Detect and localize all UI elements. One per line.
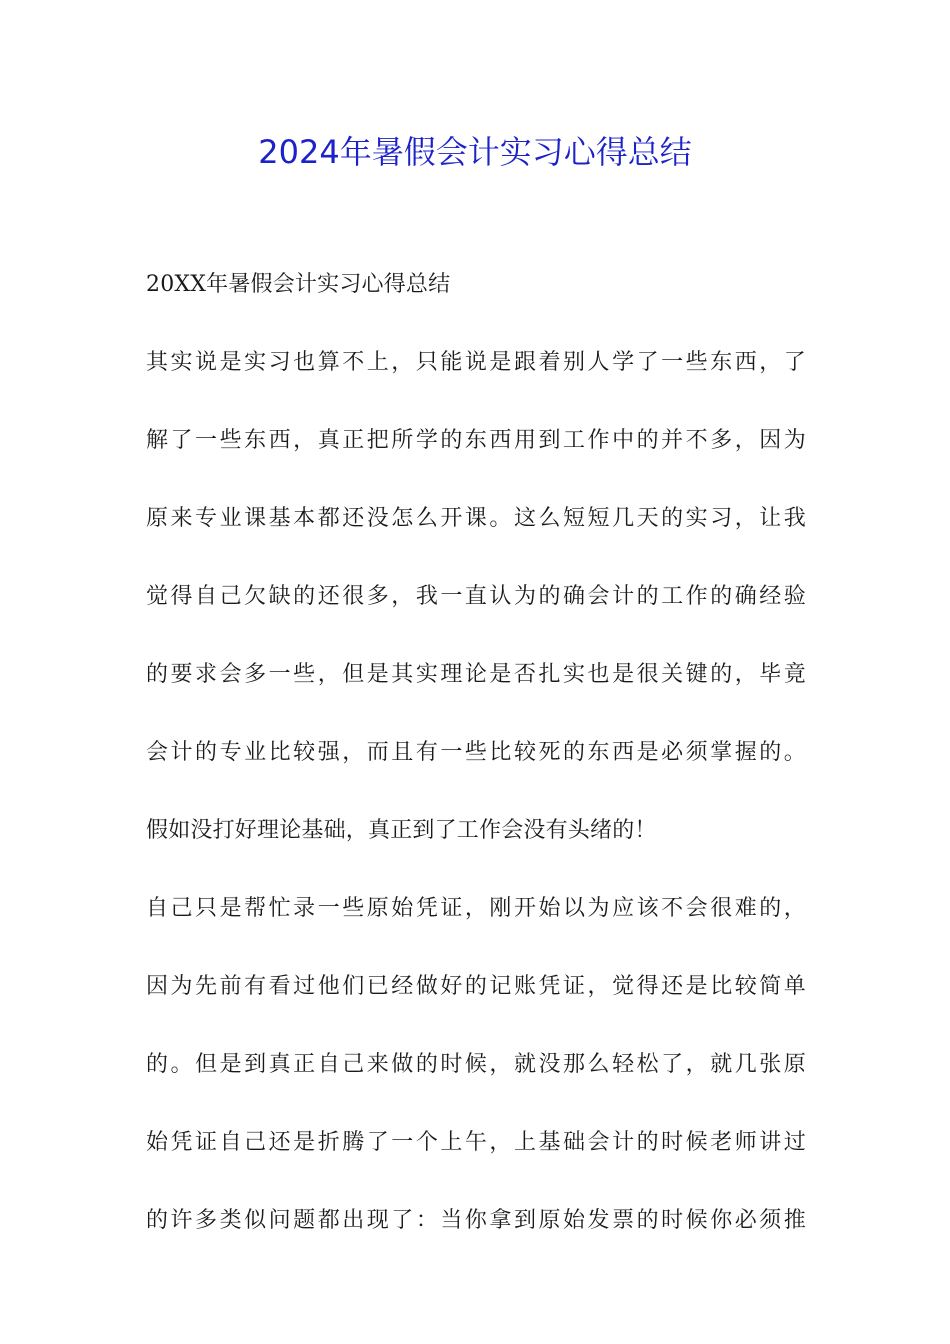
paragraph-line: 的许多类似问题都出现了：当你拿到原始发票的时候你必须推 [146,1208,806,1233]
paragraph-line: 始凭证自己还是折腾了一个上午，上基础会计的时候老师讲过 [146,1130,806,1155]
paragraph-line: 自己只是帮忙录一些原始凭证，刚开始以为应该不会很难的， [146,896,806,921]
paragraph-line: 其实说是实习也算不上，只能说是跟着别人学了一些东西，了 [146,350,806,375]
paragraph-line: 原来专业课基本都还没怎么开课。这么短短几天的实习，让我 [146,506,806,531]
document-body [146,265,806,1279]
paragraph-line: 假如没打好理论基础，真正到了工作会没有头绪的！ [146,818,657,843]
paragraph-line: 会计的专业比较强，而且有一些比较死的东西是必须掌握的。 [146,740,806,765]
document-title: 2024年暑假会计实习心得总结 [258,133,692,171]
paragraph-line: 觉得自己欠缺的还很多，我一直认为的确会计的工作的确经验 [146,584,806,609]
paragraph-line: 解了一些东西，真正把所学的东西用到工作中的并不多，因为 [146,428,806,453]
paragraph-line: 的要求会多一些，但是其实理论是否扎实也是很关键的，毕竟 [146,662,806,687]
paragraph-line: 因为先前有看过他们已经做好的记账凭证，觉得还是比较简单 [146,974,806,999]
document-subtitle: 20XX年暑假会计实习心得总结 [146,272,451,297]
paragraph-line: 的。但是到真正自己来做的时候，就没那么轻松了，就几张原 [146,1052,806,1077]
